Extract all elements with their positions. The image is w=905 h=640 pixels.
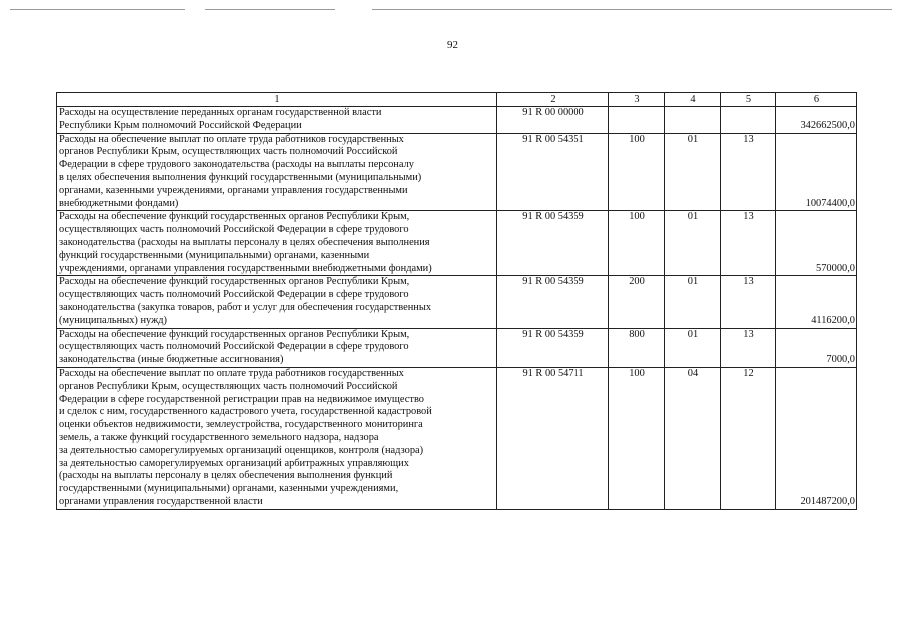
subsection-cell: 13: [721, 328, 776, 367]
amount-cell: 201487200,0: [776, 367, 857, 509]
amount-cell: 10074400,0: [776, 133, 857, 211]
header-cell-col1: 1: [57, 93, 497, 107]
subsection-cell: 13: [721, 276, 776, 328]
subsection-cell: [721, 107, 776, 134]
section-cell: 01: [665, 211, 721, 276]
expense-name-cell: [57, 328, 497, 367]
expense-name-line: государственными (муниципальными) органами, казенными учреждениями,: [59, 483, 399, 495]
amount-cell: 570000,0: [776, 211, 857, 276]
budget-table: [56, 92, 857, 510]
expense-name-cell: [57, 211, 497, 276]
header-cell-col2: 2: [497, 93, 609, 107]
expense-name-line: внебюджетными фондами): [59, 197, 179, 209]
expense-type-cell: 100: [609, 367, 665, 509]
subsection-cell: 13: [721, 133, 776, 211]
subsection-cell: 12: [721, 367, 776, 509]
expense-name-line: и сделок с ним, государственного кадастрового учета, государственной кадастровой: [59, 406, 432, 418]
expense-type-cell: 800: [609, 328, 665, 367]
header-cell-col5: 5: [721, 93, 776, 107]
expense-name-line: осуществляющих часть полномочий Российской Федерации в сфере трудового: [59, 224, 409, 236]
scan-edge-line-left: [10, 9, 185, 10]
expense-name-line: в целях обеспечения выполнения функций государственными (муниципальными): [59, 171, 422, 183]
expense-name-line: Расходы на обеспечение выплат по оплате труда работников государственных: [59, 133, 404, 145]
expense-name-line: (расходы на выплаты персоналу в целях обеспечения выполнения функций: [59, 470, 393, 482]
expense-name-line: земель, а также функций государственного земельного надзора, надзора: [59, 431, 379, 443]
section-cell: 01: [665, 276, 721, 328]
expense-name-line: (муниципальных) нужд): [59, 314, 168, 326]
budget-code-cell: 91 R 00 54359: [497, 211, 609, 276]
table-row: [57, 367, 857, 509]
header-cell-col6: 6: [776, 93, 857, 107]
expense-name-line: за деятельностью саморегулируемых организаций арбитражных управляющих: [59, 457, 409, 469]
expense-name-line: функций государственными (муниципальными) органами, казенными: [59, 249, 370, 261]
scan-edge-line-middle: [205, 9, 335, 10]
expense-name-line: осуществляющих часть полномочий Российской Федерации в сфере трудового: [59, 289, 409, 301]
expense-name-cell: [57, 133, 497, 211]
table-row: [57, 276, 857, 328]
expense-name-line: органами управления государственной власти: [59, 495, 263, 507]
expense-name-line: Федерации в сфере государственной регистрации прав на недвижимое имущество: [59, 393, 424, 405]
expense-name-line: Республики Крым полномочий Российской Федерации: [59, 119, 302, 131]
expense-type-cell: [609, 107, 665, 134]
expense-name-line: законодательства (расходы на выплаты персоналу в целях обеспечения выполнения: [59, 236, 430, 248]
budget-code-cell: 91 R 00 54359: [497, 276, 609, 328]
budget-code-cell: 91 R 00 54359: [497, 328, 609, 367]
scan-edge-line-right: [372, 9, 892, 10]
section-cell: 04: [665, 367, 721, 509]
expense-name-line: Расходы на обеспечение функций государственных органов Республики Крым,: [59, 211, 410, 223]
subsection-cell: 13: [721, 211, 776, 276]
expense-name-line: Расходы на обеспечение функций государственных органов Республики Крым,: [59, 328, 410, 340]
expense-name-cell: [57, 107, 497, 134]
expense-name-line: Расходы на обеспечение функций государственных органов Республики Крым,: [59, 276, 410, 288]
page-number: 92: [447, 39, 458, 51]
expense-type-cell: 200: [609, 276, 665, 328]
amount-cell: 7000,0: [776, 328, 857, 367]
expense-name-line: органами, казенными учреждениями, органами управления государственными: [59, 184, 408, 196]
expense-name-cell: [57, 276, 497, 328]
expense-type-cell: 100: [609, 211, 665, 276]
amount-cell: 4116200,0: [776, 276, 857, 328]
table-row: [57, 107, 857, 134]
expense-name-line: за деятельностью саморегулируемых организаций оценщиков, контроля (надзора): [59, 444, 424, 456]
table-row: [57, 211, 857, 276]
expense-type-cell: 100: [609, 133, 665, 211]
expense-name-line: законодательства (иные бюджетные ассигнования): [59, 354, 284, 366]
section-cell: 01: [665, 328, 721, 367]
budget-code-cell: 91 R 00 00000: [497, 107, 609, 134]
budget-code-cell: 91 R 00 54351: [497, 133, 609, 211]
table-header-row: [57, 93, 857, 107]
expense-name-cell: [57, 367, 497, 509]
header-cell-col4: 4: [665, 93, 721, 107]
expense-name-line: оценки объектов недвижимости, землеустройства, государственного мониторинга: [59, 419, 423, 431]
expense-name-line: Федерации в сфере трудового законодательства (расходы на выплаты персоналу: [59, 159, 414, 171]
budget-code-cell: 91 R 00 54711: [497, 367, 609, 509]
expense-name-line: органов Республики Крым, осуществляющих часть полномочий Российской: [59, 146, 398, 158]
table-row: [57, 133, 857, 211]
table-row: [57, 328, 857, 367]
expense-name-line: Расходы на обеспечение выплат по оплате труда работников государственных: [59, 367, 404, 379]
section-cell: 01: [665, 133, 721, 211]
expense-name-line: учреждениями, органами управления государственными внебюджетными фондами): [59, 262, 432, 274]
amount-cell: 342662500,0: [776, 107, 857, 134]
expense-name-line: органов Республики Крым, осуществляющих часть полномочий Российской: [59, 380, 398, 392]
section-cell: [665, 107, 721, 134]
expense-name-line: законодательства (закупка товаров, работ и услуг для обеспечения государственных: [59, 301, 432, 313]
expense-name-line: Расходы на осуществление переданных органам государственной власти: [59, 107, 382, 118]
header-cell-col3: 3: [609, 93, 665, 107]
expense-name-line: осуществляющих часть полномочий Российской Федерации в сфере трудового: [59, 341, 409, 353]
